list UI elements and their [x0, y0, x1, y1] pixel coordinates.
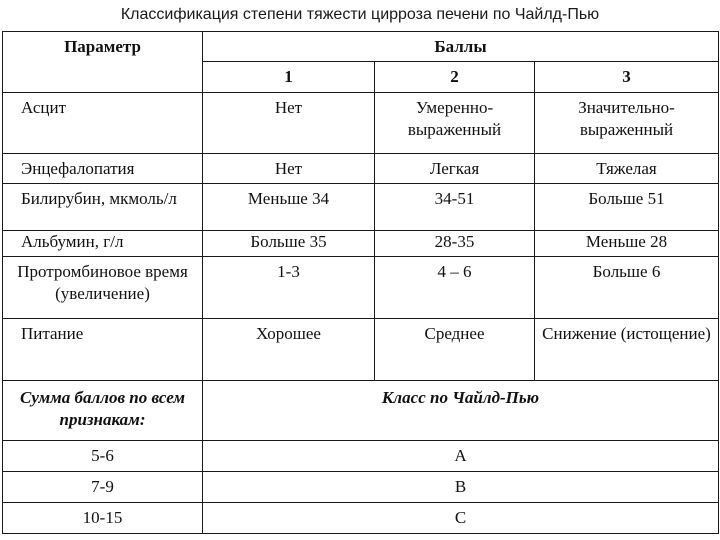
header-param: Параметр: [3, 32, 203, 93]
score-class: A: [203, 441, 719, 472]
row-value-2: Умеренно-выраженный: [375, 93, 535, 154]
row-value-2: 4 – 6: [375, 257, 535, 319]
row-param: Билирубин, мкмоль/л: [3, 184, 203, 231]
row-value-1: Нет: [203, 93, 375, 154]
score-range: 10-15: [3, 503, 203, 534]
row-param: Протромбиновое время (увеличение): [3, 257, 203, 319]
row-value-3: Снижение (истощение): [535, 319, 719, 381]
row-value-1: 1-3: [203, 257, 375, 319]
row-value-1: Нет: [203, 154, 375, 184]
score-class: C: [203, 503, 719, 534]
row-value-1: Больше 35: [203, 231, 375, 257]
row-value-3: Меньше 28: [535, 231, 719, 257]
row-value-3: Тяжелая: [535, 154, 719, 184]
score-sum-label: Сумма баллов по всем признакам:: [3, 381, 203, 441]
row-value-3: Больше 6: [535, 257, 719, 319]
row-param: Асцит: [3, 93, 203, 154]
row-value-3: Больше 51: [535, 184, 719, 231]
row-value-3: Значительно-выраженный: [535, 93, 719, 154]
header-col-2: 2: [375, 62, 535, 93]
row-param: Энцефалопатия: [3, 154, 203, 184]
header-col-3: 3: [535, 62, 719, 93]
score-class: B: [203, 472, 719, 503]
row-value-2: 34-51: [375, 184, 535, 231]
row-param: Альбумин, г/л: [3, 231, 203, 257]
row-value-2: Среднее: [375, 319, 535, 381]
row-value-2: 28-35: [375, 231, 535, 257]
row-value-2: Легкая: [375, 154, 535, 184]
header-points: Баллы: [203, 32, 719, 62]
page-title: Классификация степени тяжести цирроза печени по Чайлд-Пью: [120, 6, 600, 23]
row-value-1: Меньше 34: [203, 184, 375, 231]
score-range: 5-6: [3, 441, 203, 472]
score-range: 7-9: [3, 472, 203, 503]
row-param: Питание: [3, 319, 203, 381]
header-col-1: 1: [203, 62, 375, 93]
child-pugh-table: [2, 31, 719, 534]
row-value-1: Хорошее: [203, 319, 375, 381]
class-label: Класс по Чайлд-Пью: [203, 381, 719, 441]
